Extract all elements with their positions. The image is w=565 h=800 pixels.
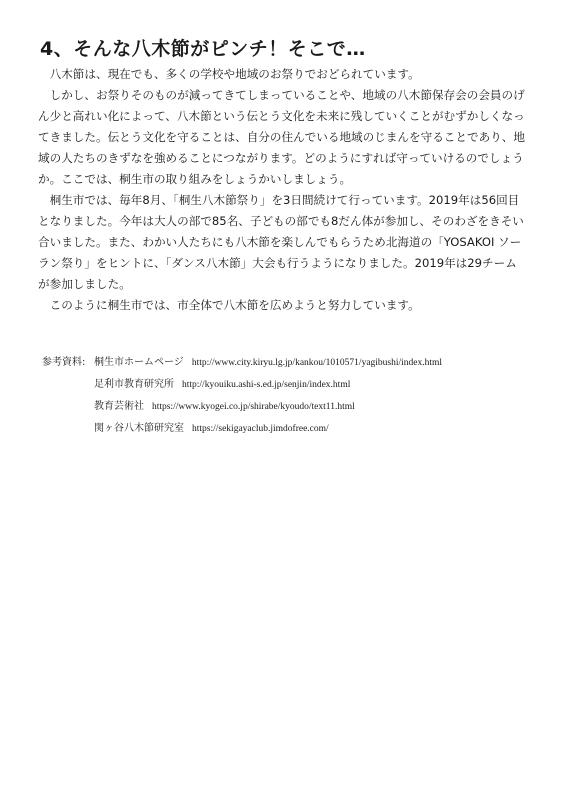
- references-label: 参考資料:: [42, 357, 86, 368]
- paragraph-2: しかし、お祭りそのものが減ってきてしまっていることや、地域の八木節保存会の会員のげん少と高れい化によって、八木節という伝とう文化を未来に残していくことがむずかしくなってきました。伝とう文化を守ることは、自分の住んでいる地域のじまんを守ることであり、地域の人たちのきずなを強めることにつながります。どのようにすれば守っていけるのでしょうか。ここでは、桐生市の取り組みをしょうかいしましょう。: [38, 88, 525, 186]
- reference-url[interactable]: http://kyouiku.ashi-s.ed.jp/senjin/index.html: [182, 380, 351, 390]
- reference-url[interactable]: https://www.kyogei.co.jp/shirabe/kyoudo/text11.html: [152, 402, 355, 412]
- reference-row: [42, 374, 542, 396]
- reference-url[interactable]: https://sekigayaclub.jimdofree.com/: [192, 424, 329, 434]
- reference-name: 教育芸術社: [94, 401, 144, 412]
- body-text: [38, 64, 528, 316]
- reference-row: [42, 352, 542, 374]
- reference-name: 足利市教育研究所: [94, 379, 174, 390]
- references: [42, 352, 542, 440]
- reference-url[interactable]: http://www.city.kiryu.lg.jp/kankou/1010571/yagibushi/index.html: [191, 358, 443, 368]
- reference-row: [42, 396, 542, 418]
- paragraph-3: 桐生市では、毎年8月、「桐生八木節祭り」を3日間続けて行っています。2019年は56回目となりました。今年は大人の部で85名、子どもの部でも8だん体が参加し、そのわざをきそい合いました。また、わかい人たちにも八木節を楽しんでもらうため北海道の「YOSAKOI ソーラン祭り」をヒントに、「ダンス八木節」大会も行うようになりました。2019年は29チームが参加しました。: [38, 193, 524, 291]
- paragraph-1: 八木節は、現在でも、多くの学校や地域のお祭りでおどられています。: [38, 67, 420, 81]
- paragraph-4: このように桐生市では、市全体で八木節を広めようと努力しています。: [38, 298, 420, 312]
- section-title: 4、そんな八木節がピンチ！そこで…: [40, 38, 366, 60]
- reference-name: 関ヶ谷八木節研究室: [94, 423, 184, 434]
- reference-row: [42, 418, 542, 440]
- reference-name: 桐生市ホームページ: [94, 357, 184, 368]
